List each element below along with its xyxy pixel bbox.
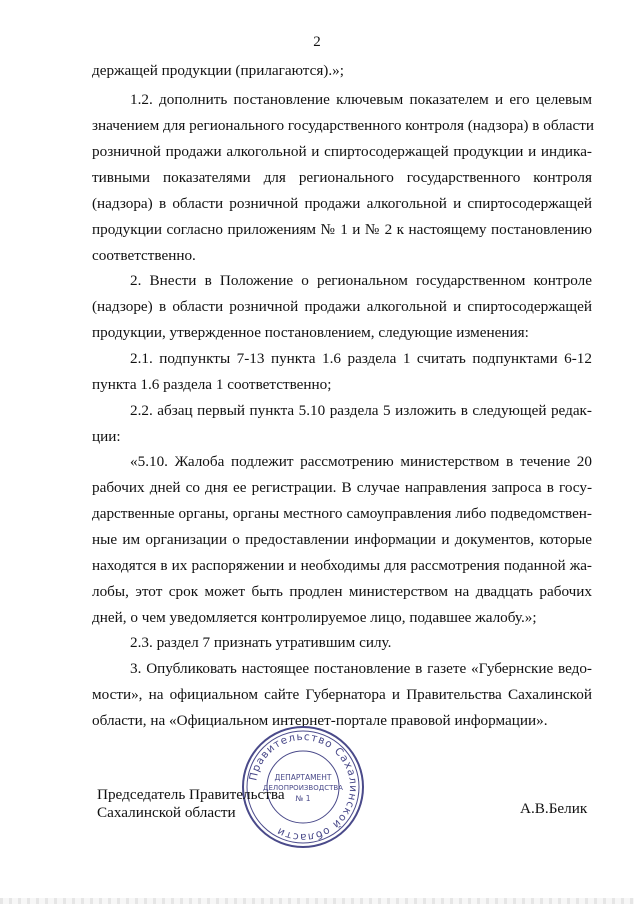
paragraph-line: (надзора) в области розничной продажи алкогольной и спиртосодержащей <box>92 195 592 212</box>
paragraph-line: 2.1. подпункты 7-13 пункта 1.6 раздела 1 считать подпунктами 6-12 <box>130 350 592 367</box>
paragraph-line: дней, о чем уведомляется контролируемое лицо, подавшее жалобу.»; <box>92 609 537 626</box>
paragraph-line: лобы, этот срок может быть продлен министерством на двадцать рабочих <box>92 583 592 600</box>
signer-name: А.В.Белик <box>520 800 588 817</box>
paragraph-line: тивными показателями для регионального государственного контроля <box>92 169 592 186</box>
paragraph-line: находятся в их распоряжении и необходимы для рассмотрения поданной жа- <box>92 557 592 574</box>
paragraph-line: держащей продукции (прилагаются).»; <box>92 62 344 79</box>
stamp-center-line: ДЕЛОПРОИЗВОДСТВА <box>263 784 343 792</box>
stamp-center-line: ДЕПАРТАМЕНТ <box>274 773 332 782</box>
paragraph-line: продукции согласно приложениям № 1 и № 2 к настоящему постановлению <box>92 221 592 238</box>
paragraph-line: розничной продажи алкогольной и спиртосодержащей продукции и индика- <box>92 143 592 160</box>
paragraph-line: области, на «Официальном интернет-портале правовой информации». <box>92 712 548 729</box>
scan-edge-divider <box>0 898 634 904</box>
paragraph-line: значением для регионального государственного контроля (надзора) в области <box>92 117 595 134</box>
stamp-center-line: № 1 <box>295 794 311 803</box>
paragraph-line: 2.2. абзац первый пункта 5.10 раздела 5 изложить в следующей редак- <box>130 402 592 419</box>
paragraph-line: ные им организации о предоставлении информации и документов, которые <box>92 531 592 548</box>
paragraph-line: дарственные органы, органы местного самоуправления либо подведомствен- <box>92 505 592 522</box>
stamp-ring-text: Правительство Сахалинской области <box>247 730 360 844</box>
paragraph-line: «5.10. Жалоба подлежит рассмотрению министерством в течение 20 <box>130 453 592 470</box>
paragraph-line: ции: <box>92 428 121 445</box>
paragraph-line: рабочих дней со дня ее регистрации. В случае направления запроса в госу- <box>92 479 592 496</box>
paragraph-line: 3. Опубликовать настоящее постановление в газете «Губернские ведо- <box>130 660 592 677</box>
paragraph-line: (надзоре) в области розничной продажи алкогольной и спиртосодержащей <box>92 298 592 315</box>
paragraph-line: 1.2. дополнить постановление ключевым показателем и его целевым <box>130 91 592 108</box>
paragraph-line: 2.3. раздел 7 признать утратившим силу. <box>130 634 392 651</box>
paragraph-line: продукции, утвержденное постановлением, следующие изменения: <box>92 324 529 341</box>
page-number: 2 <box>313 34 321 50</box>
paragraph-line: мости», на официальном сайте Губернатора и Правительства Сахалинской <box>92 686 592 703</box>
paragraph-line: 2. Внести в Положение о региональном государственном контроле <box>130 272 592 289</box>
signer-title: Председатель Правительства <box>97 786 285 803</box>
paragraph-line: соответственно. <box>92 247 196 264</box>
signer-region: Сахалинской области <box>97 804 236 821</box>
paragraph-line: пункта 1.6 раздела 1 соответственно; <box>92 376 332 393</box>
